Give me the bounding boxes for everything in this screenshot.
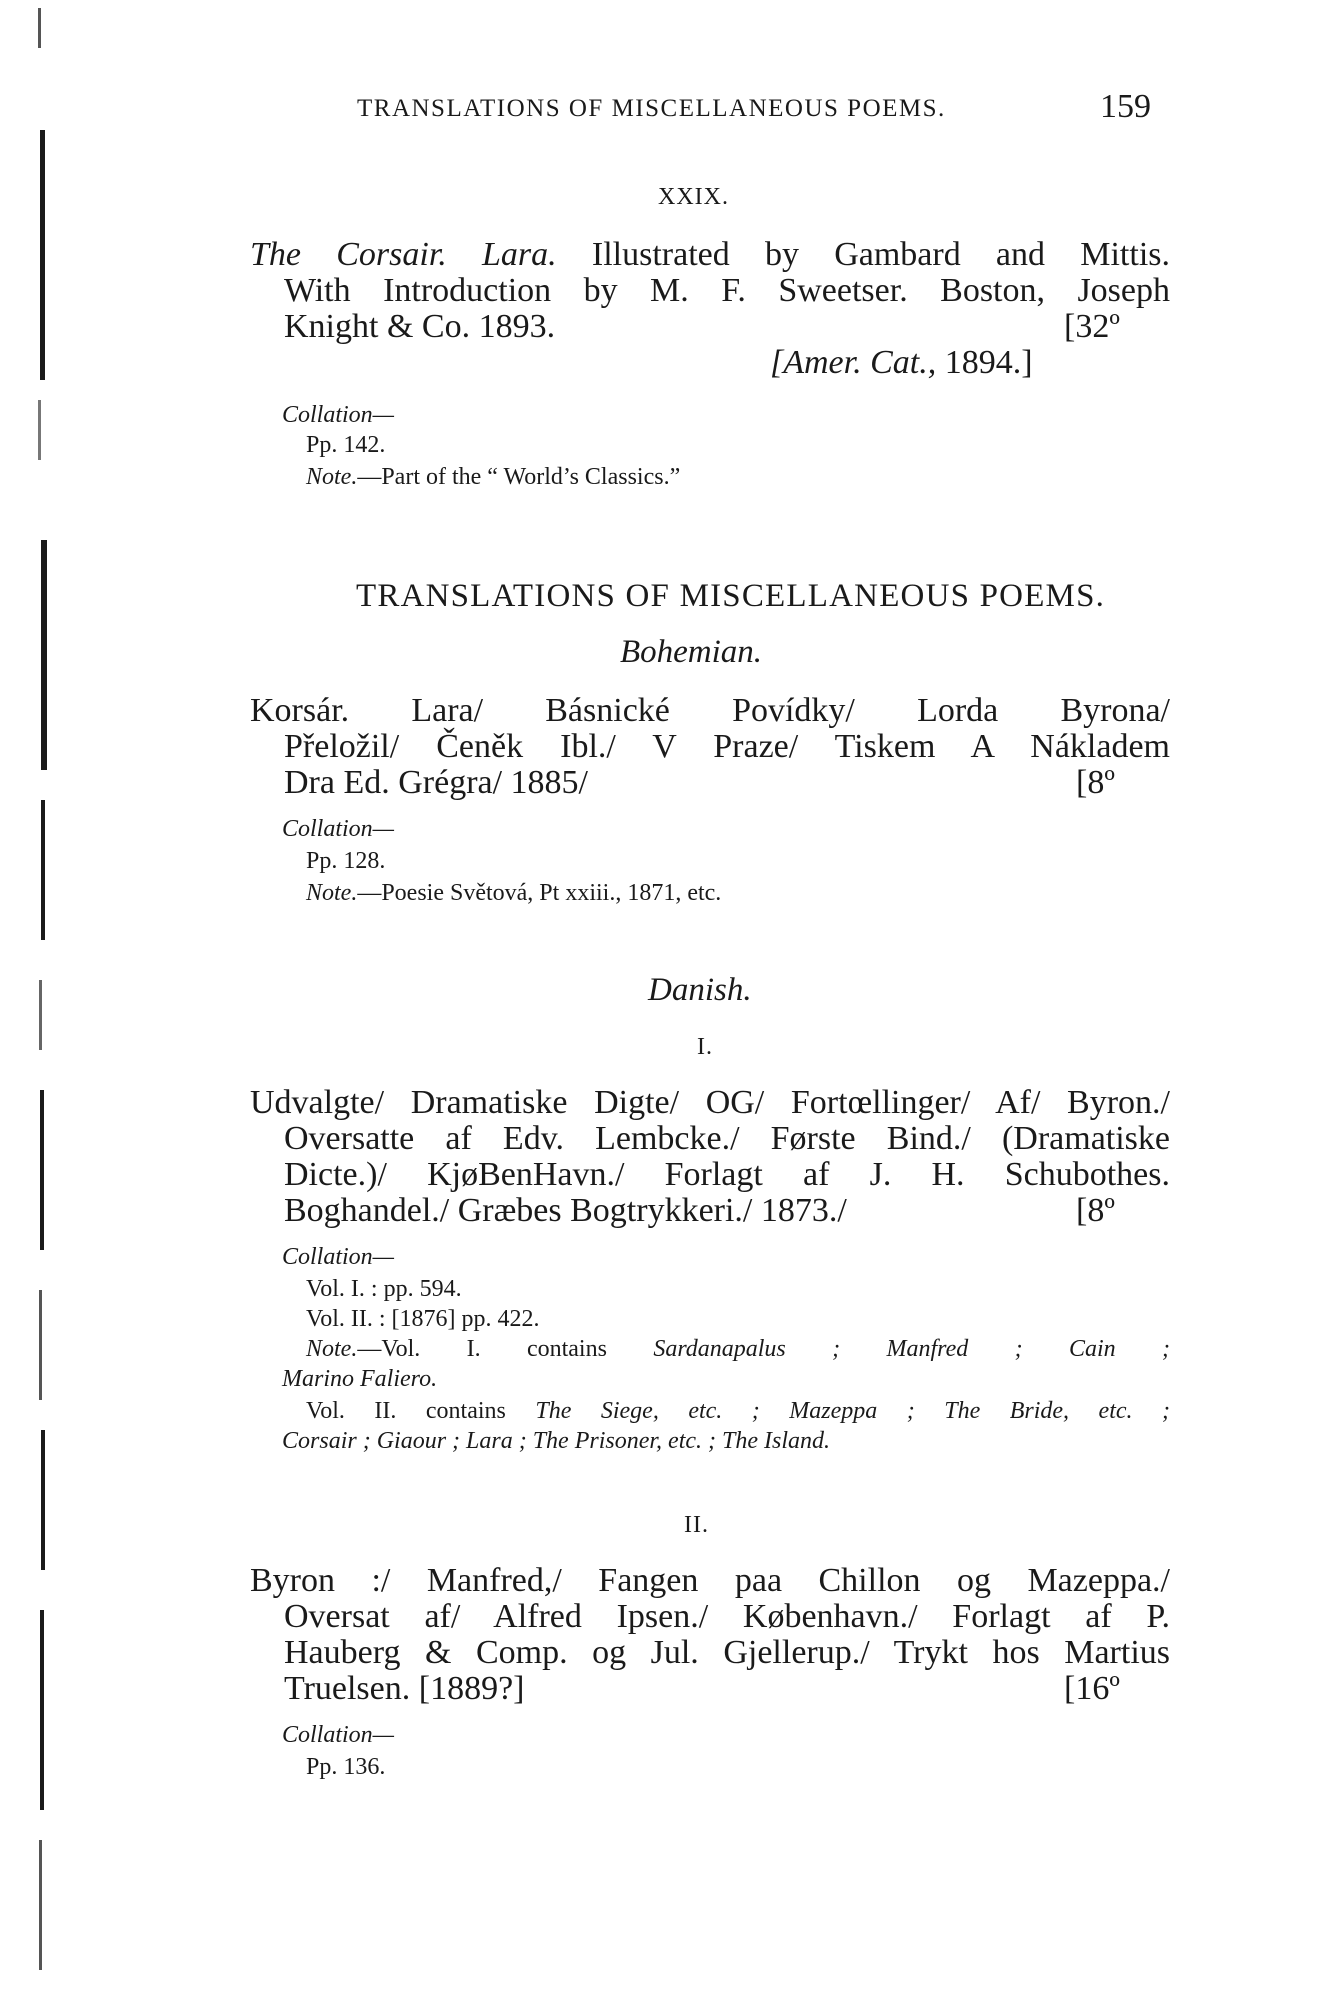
entry-line xyxy=(250,236,1170,274)
catalog-reference xyxy=(770,344,1033,382)
page-number: 159 xyxy=(1100,88,1151,125)
format-mark: [8º xyxy=(1076,1192,1115,1229)
page-count: Pp. 136. xyxy=(306,1754,386,1780)
catalog-year: 1894.] xyxy=(944,344,1033,381)
entry-line: Oversatte af Edv. Lembcke./ Første Bind./ (Dramatiske xyxy=(284,1120,1170,1157)
note-label: Note. xyxy=(306,464,358,490)
entry-line: Dra Ed. Grégra/ 1885/ xyxy=(284,764,589,801)
title-corsair: The Corsair. xyxy=(250,236,447,273)
entry-numeral: II. xyxy=(684,1512,709,1538)
format-mark: [16º xyxy=(1064,1670,1120,1707)
page-count: Pp. 142. xyxy=(306,432,386,458)
language-heading-danish: Danish. xyxy=(648,972,752,1008)
format-mark: [32º xyxy=(1064,308,1120,345)
note-label: Note. xyxy=(306,880,358,906)
entry-line: Udvalgte/ Dramatiske Digte/ OG/ Fortœllinger/ Af/ Byron./ xyxy=(250,1084,1170,1121)
note-titles: The Siege, etc. ; Mazeppa ; The Bride, etc. ; xyxy=(535,1398,1170,1424)
running-title: TRANSLATIONS OF MISCELLANEOUS POEMS. xyxy=(357,95,946,122)
catalog-name: [Amer. Cat., xyxy=(770,344,937,381)
entry-line: With Introduction by M. F. Sweetser. Boston, Joseph xyxy=(284,272,1170,309)
note xyxy=(306,464,680,491)
entry-line: Boghandel./ Græbes Bogtrykkeri./ 1873./ xyxy=(284,1192,847,1229)
page-count: Pp. 128. xyxy=(306,848,386,874)
volume-pages: Vol. I. : pp. 594. xyxy=(306,1276,462,1302)
note-text: Vol. II. contains xyxy=(306,1398,506,1424)
scan-margin-marks xyxy=(0,0,80,1994)
note xyxy=(306,1336,1170,1363)
entry-line: Knight & Co. 1893. xyxy=(284,308,556,345)
note-text: —Vol. I. contains xyxy=(357,1336,607,1362)
entry-line: Oversat af/ Alfred Ipsen./ København./ Forlagt af P. xyxy=(284,1598,1170,1635)
note-titles: Sardanapalus ; Manfred ; Cain ; xyxy=(653,1336,1170,1362)
language-heading-bohemian: Bohemian. xyxy=(620,634,763,670)
note-titles: Marino Faliero. xyxy=(282,1366,438,1392)
note-text: —Poesie Světová, Pt xxiii., 1871, etc. xyxy=(357,880,722,906)
volume-pages: Vol. II. : [1876] pp. 422. xyxy=(306,1306,540,1332)
note xyxy=(306,880,721,907)
section-heading: TRANSLATIONS OF MISCELLANEOUS POEMS. xyxy=(356,578,1106,614)
note-titles: Corsair ; Giaour ; Lara ; The Prisoner, etc. ; The Island. xyxy=(282,1428,831,1454)
entry-numeral: I. xyxy=(697,1034,713,1060)
title-lara: Lara. xyxy=(482,236,557,273)
entry-line: Byron :/ Manfred,/ Fangen paa Chillon og Mazeppa./ xyxy=(250,1562,1170,1599)
entry-numeral: XXIX. xyxy=(658,184,729,210)
collation-label: Collation— xyxy=(282,816,395,842)
note-text: —Part of the “ World’s Classics.” xyxy=(357,464,681,490)
note-label: Note. xyxy=(306,1336,358,1362)
entry-line: Hauberg & Comp. og Jul. Gjellerup./ Trykt hos Martius xyxy=(284,1634,1170,1671)
collation-label: Collation— xyxy=(282,1244,395,1270)
entry-line: Dicte.)/ KjøBenHavn./ Forlagt af J. H. Schubothes. xyxy=(284,1156,1170,1193)
note xyxy=(306,1398,1170,1425)
entry-line: Přeložil/ Čeněk Ibl./ V Praze/ Tiskem A Nákladem xyxy=(284,728,1170,765)
collation-label: Collation— xyxy=(282,1722,395,1748)
format-mark: [8º xyxy=(1076,764,1115,801)
entry-text: Illustrated by Gambard and Mittis. xyxy=(591,236,1170,273)
entry-line: Truelsen. [1889?] xyxy=(284,1670,525,1707)
collation-label: Collation— xyxy=(282,402,395,428)
entry-line: Korsár. Lara/ Básnické Povídky/ Lorda Byrona/ xyxy=(250,692,1170,729)
